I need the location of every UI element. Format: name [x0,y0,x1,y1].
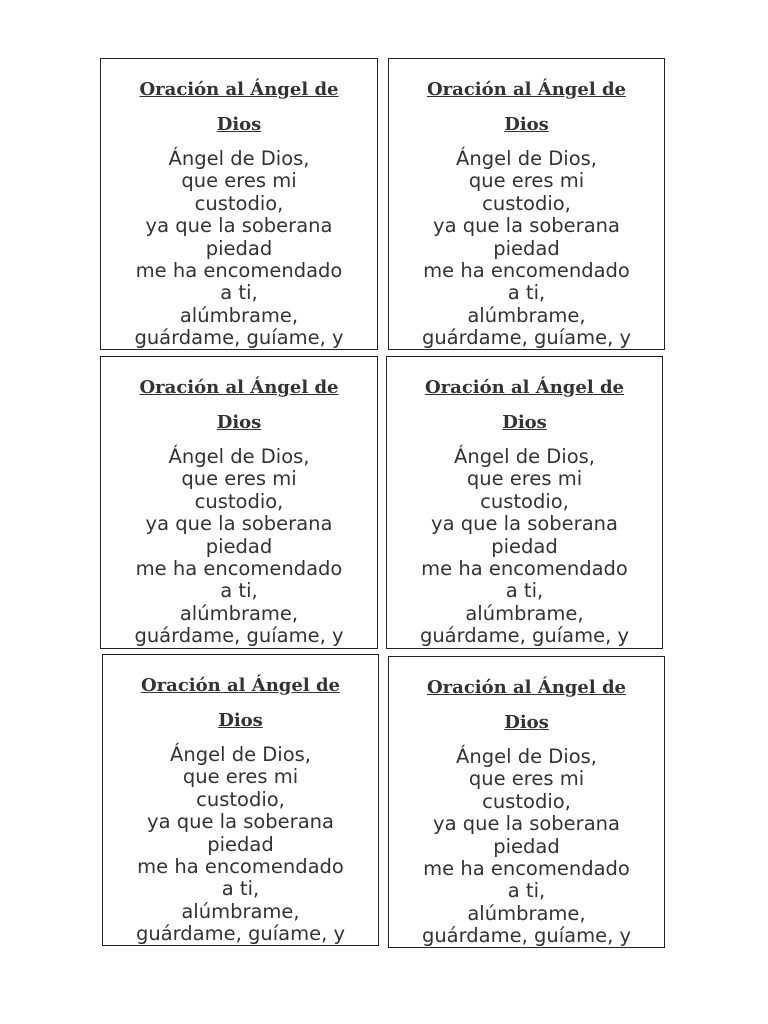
prayer-line: Ángel de Dios, [168,147,310,170]
card-title-line-2: Dios [504,114,549,135]
card-prayer-text [389,746,664,948]
prayer-line: alúmbrame, [181,899,300,923]
prayer-line: alúmbrame, [179,601,299,625]
card-prayer-text [103,744,378,946]
card-title-line-1: Oración al Ángel de [427,79,626,100]
prayer-line: me ha encomendado [135,259,343,283]
prayer-line: que eres mi [181,169,297,193]
prayer-line: me ha encomendado [421,557,628,581]
card-title-line-1: Oración al Ángel de [427,677,626,698]
prayer-line: que eres mi [466,467,583,491]
prayer-line: a ti, [507,879,546,903]
prayer-line: Ángel de Dios, [454,445,595,468]
prayer-line: alúmbrame, [179,303,299,327]
prayer-line: piedad [491,534,558,558]
prayer-line: Ángel de Dios, [456,745,597,768]
prayer-line: ya que la soberana [147,810,334,834]
card-title-line-1: Oración al Ángel de [139,377,339,398]
prayer-line: ya que la soberana [433,214,620,238]
prayer-line: guárdame, guíame, y [419,624,630,648]
prayer-line: Ángel de Dios, [170,743,311,766]
card-title-line-2: Dios [218,710,263,731]
prayer-card-1 [100,58,378,350]
prayer-line: guárdame, guíame, y [134,624,344,648]
prayer-card-3 [100,356,378,649]
prayer-line: ya que la soberana [431,512,618,536]
prayer-line: alúmbrame, [465,601,584,625]
prayer-line: que eres mi [182,765,299,789]
prayer-line: Ángel de Dios, [456,147,597,170]
prayer-line: guárdame, guíame, y [135,922,346,946]
card-prayer-text [389,148,664,350]
prayer-line: me ha encomendado [423,259,630,283]
card-title-line-1: Oración al Ángel de [139,79,339,100]
prayer-line: custodio, [194,489,284,513]
prayer-line: piedad [493,834,560,858]
prayer-card-5 [102,654,379,946]
card-title [389,670,664,740]
prayer-line: que eres mi [468,767,585,791]
card-title [387,370,662,440]
prayer-line: que eres mi [468,169,585,193]
card-title [103,668,378,738]
prayer-line: a ti, [221,877,260,901]
card-title-line-1: Oración al Ángel de [141,675,340,696]
prayer-line: a ti, [220,579,258,603]
prayer-line: ya que la soberana [433,812,620,836]
prayer-line: me ha encomendado [423,857,630,881]
card-title-line-2: Dios [216,412,262,433]
prayer-line: alúmbrame, [467,901,586,925]
prayer-line: ya que la soberana [145,512,333,536]
prayer-card-4 [386,356,663,649]
prayer-line: piedad [493,236,560,260]
card-title-line-2: Dios [504,712,549,733]
card-prayer-text [387,446,662,648]
card-title-line-2: Dios [216,114,262,135]
prayer-line: que eres mi [181,467,297,491]
prayer-line: guárdame, guíame, y [421,326,632,350]
prayer-line: alúmbrame, [467,303,586,327]
prayer-line: me ha encomendado [135,557,343,581]
prayer-line: custodio, [482,191,571,215]
card-prayer-text [101,148,377,350]
prayer-card-6 [388,656,665,948]
prayer-line: ya que la soberana [145,214,333,238]
card-title [101,370,377,440]
prayer-line: piedad [205,534,273,558]
prayer-card-2 [388,58,665,350]
prayer-line: piedad [205,236,273,260]
card-title-line-1: Oración al Ángel de [425,377,624,398]
prayer-line: custodio, [196,787,285,811]
card-title [101,72,377,142]
card-title-line-2: Dios [502,412,547,433]
card-title [389,72,664,142]
prayer-line: me ha encomendado [137,855,344,879]
prayer-line: a ti, [505,579,544,603]
prayer-line: guárdame, guíame, y [421,924,632,948]
prayer-line: custodio, [194,191,284,215]
prayer-line: piedad [207,832,274,856]
prayer-line: custodio, [482,789,571,813]
prayer-line: a ti, [507,281,546,305]
prayer-line: custodio, [480,489,569,513]
prayer-line: guárdame, guíame, y [134,326,344,350]
prayer-line: Ángel de Dios, [168,445,310,468]
card-prayer-text [101,446,377,648]
prayer-line: a ti, [220,281,258,305]
